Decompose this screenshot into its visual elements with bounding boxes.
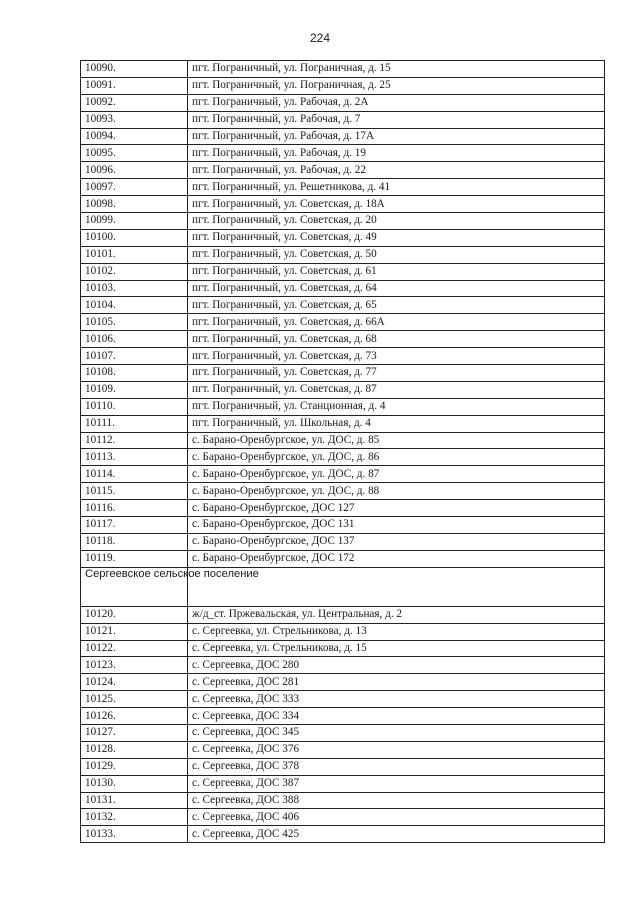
row-number-cell: 10103.: [81, 280, 188, 297]
table-row: [81, 196, 605, 213]
row-number-cell: 10120.: [81, 606, 188, 623]
address-cell: с. Сергеевка, ДОС 406: [188, 809, 605, 826]
table-row: [81, 61, 605, 78]
row-number-cell: 10121.: [81, 623, 188, 640]
row-number-cell: 10114.: [81, 466, 188, 483]
address-cell: с. Сергеевка, ДОС 334: [188, 708, 605, 725]
row-number-cell: 10097.: [81, 179, 188, 196]
address-cell: пгт. Пограничный, ул. Пограничная, д. 15: [188, 61, 605, 78]
table-row: [81, 517, 605, 534]
address-cell: с. Сергеевка, ДОС 388: [188, 792, 605, 809]
row-number-cell: 10123.: [81, 657, 188, 674]
row-number-cell: 10102.: [81, 263, 188, 280]
table-row: [81, 246, 605, 263]
table-row: [81, 500, 605, 517]
address-cell: с. Сергеевка, ДОС 281: [188, 674, 605, 691]
row-number-cell: 10129.: [81, 758, 188, 775]
address-cell: с. Барано-Оренбургское, ДОС 137: [188, 533, 605, 550]
table-row: [81, 415, 605, 432]
table-row: [81, 314, 605, 331]
address-cell: пгт. Пограничный, ул. Рабочая, д. 19: [188, 145, 605, 162]
address-cell: пгт. Пограничный, ул. Советская, д. 18А: [188, 196, 605, 213]
address-cell: с. Сергеевка, ДОС 345: [188, 724, 605, 741]
table-row: [81, 398, 605, 415]
address-cell: с. Барано-Оренбургское, ДОС 127: [188, 500, 605, 517]
address-cell: пгт. Пограничный, ул. Советская, д. 73: [188, 348, 605, 365]
table-row: [81, 724, 605, 741]
address-cell: с. Барано-Оренбургское, ул. ДОС, д. 88: [188, 483, 605, 500]
row-number-cell: 10126.: [81, 708, 188, 725]
address-cell: пгт. Пограничный, ул. Советская, д. 68: [188, 331, 605, 348]
row-number-cell: 10112.: [81, 432, 188, 449]
row-number-cell: 10128.: [81, 741, 188, 758]
row-number-cell: 10118.: [81, 533, 188, 550]
table-row: [81, 775, 605, 792]
table-row: [81, 213, 605, 230]
address-cell: пгт. Пограничный, ул. Рабочая, д. 7: [188, 111, 605, 128]
row-number-cell: 10115.: [81, 483, 188, 500]
address-cell: пгт. Пограничный, ул. Рабочая, д. 17А: [188, 128, 605, 145]
row-number-cell: 10109.: [81, 381, 188, 398]
table-row: [81, 623, 605, 640]
row-number-cell: 10101.: [81, 246, 188, 263]
address-cell: пгт. Пограничный, ул. Станционная, д. 4: [188, 398, 605, 415]
table-row: [81, 466, 605, 483]
address-cell: пгт. Пограничный, ул. Решетникова, д. 41: [188, 179, 605, 196]
table-row: [81, 128, 605, 145]
table-row: [81, 826, 605, 843]
address-cell: с. Сергеевка, ДОС 333: [188, 691, 605, 708]
row-number-cell: 10125.: [81, 691, 188, 708]
table-row: [81, 809, 605, 826]
row-number-cell: 10099.: [81, 213, 188, 230]
row-number-cell: 10119.: [81, 550, 188, 567]
table-row: [81, 758, 605, 775]
table-row: [81, 297, 605, 314]
row-number-cell: 10111.: [81, 415, 188, 432]
row-number-cell: 10127.: [81, 724, 188, 741]
address-cell: с. Барано-Оренбургское, ДОС 131: [188, 517, 605, 534]
table-row: [81, 550, 605, 567]
table-row: [81, 263, 605, 280]
address-cell: с. Сергеевка, ул. Стрельникова, д. 13: [188, 623, 605, 640]
address-cell: пгт. Пограничный, ул. Рабочая, д. 2А: [188, 94, 605, 111]
address-cell: пгт. Пограничный, ул. Советская, д. 20: [188, 213, 605, 230]
address-cell: с. Барано-Оренбургское, ДОС 172: [188, 550, 605, 567]
table-row: [81, 674, 605, 691]
address-cell: пгт. Пограничный, ул. Советская, д. 77: [188, 365, 605, 382]
table-row: [81, 77, 605, 94]
row-number-cell: 10096.: [81, 162, 188, 179]
row-number-cell: 10107.: [81, 348, 188, 365]
row-number-cell: 10091.: [81, 77, 188, 94]
row-number-cell: 10093.: [81, 111, 188, 128]
table-body: [81, 61, 605, 843]
row-number-cell: 10113.: [81, 449, 188, 466]
table-row: [81, 432, 605, 449]
address-cell: пгт. Пограничный, ул. Советская, д. 87: [188, 381, 605, 398]
table-row: [81, 606, 605, 623]
table-row: [81, 111, 605, 128]
table-row: [81, 348, 605, 365]
table-row: [81, 657, 605, 674]
address-cell: пгт. Пограничный, ул. Советская, д. 61: [188, 263, 605, 280]
table-row: [81, 741, 605, 758]
address-cell: пгт. Пограничный, ул. Рабочая, д. 22: [188, 162, 605, 179]
address-cell: с. Барано-Оренбургское, ул. ДОС, д. 86: [188, 449, 605, 466]
row-number-cell: 10090.: [81, 61, 188, 78]
address-cell: с. Сергеевка, ДОС 387: [188, 775, 605, 792]
row-number-cell: 10132.: [81, 809, 188, 826]
address-cell: пгт. Пограничный, ул. Советская, д. 66А: [188, 314, 605, 331]
row-number-cell: 10100.: [81, 229, 188, 246]
address-cell: с. Сергеевка, ДОС 378: [188, 758, 605, 775]
table-row: [81, 280, 605, 297]
address-cell: ж/д_ст. Пржевальская, ул. Центральная, д. 2: [188, 606, 605, 623]
table-row: [81, 381, 605, 398]
row-number-cell: 10124.: [81, 674, 188, 691]
row-number-cell: 10110.: [81, 398, 188, 415]
table-row: [81, 640, 605, 657]
table-row: [81, 94, 605, 111]
address-cell: пгт. Пограничный, ул. Советская, д. 64: [188, 280, 605, 297]
row-number-cell: 10106.: [81, 331, 188, 348]
address-cell: пгт. Пограничный, ул. Советская, д. 50: [188, 246, 605, 263]
row-number-cell: 10094.: [81, 128, 188, 145]
table-row: [81, 533, 605, 550]
row-number-cell: 10095.: [81, 145, 188, 162]
table-row: [81, 449, 605, 466]
row-number-cell: 10122.: [81, 640, 188, 657]
row-number-cell: 10098.: [81, 196, 188, 213]
table-row: [81, 162, 605, 179]
row-number-cell: 10116.: [81, 500, 188, 517]
section-label: Сергеевское сельское поселение: [81, 567, 188, 606]
table-row: [81, 708, 605, 725]
row-number-cell: 10108.: [81, 365, 188, 382]
address-cell: пгт. Пограничный, ул. Пограничная, д. 25: [188, 77, 605, 94]
row-number-cell: 10117.: [81, 517, 188, 534]
table-row: [81, 331, 605, 348]
page-number: 224: [309, 31, 331, 45]
table-row: [81, 179, 605, 196]
row-number-cell: 10092.: [81, 94, 188, 111]
table-row: [81, 229, 605, 246]
table-row: [81, 483, 605, 500]
section-row: [81, 567, 605, 606]
row-number-cell: 10133.: [81, 826, 188, 843]
table-row: [81, 792, 605, 809]
address-cell: с. Барано-Оренбургское, ул. ДОС, д. 85: [188, 432, 605, 449]
table-row: [81, 145, 605, 162]
address-cell: с. Сергеевка, ДОС 280: [188, 657, 605, 674]
table-row: [81, 365, 605, 382]
address-cell: с. Сергеевка, ДОС 425: [188, 826, 605, 843]
row-number-cell: 10131.: [81, 792, 188, 809]
row-number-cell: 10130.: [81, 775, 188, 792]
table-row: [81, 691, 605, 708]
address-cell: пгт. Пограничный, ул. Советская, д. 65: [188, 297, 605, 314]
address-cell: пгт. Пограничный, ул. Советская, д. 49: [188, 229, 605, 246]
address-cell: с. Сергеевка, ул. Стрельникова, д. 15: [188, 640, 605, 657]
row-number-cell: 10105.: [81, 314, 188, 331]
address-cell: пгт. Пограничный, ул. Школьная, д. 4: [188, 415, 605, 432]
address-table: [80, 60, 605, 843]
address-cell: с. Барано-Оренбургское, ул. ДОС, д. 87: [188, 466, 605, 483]
row-number-cell: 10104.: [81, 297, 188, 314]
address-cell: с. Сергеевка, ДОС 376: [188, 741, 605, 758]
